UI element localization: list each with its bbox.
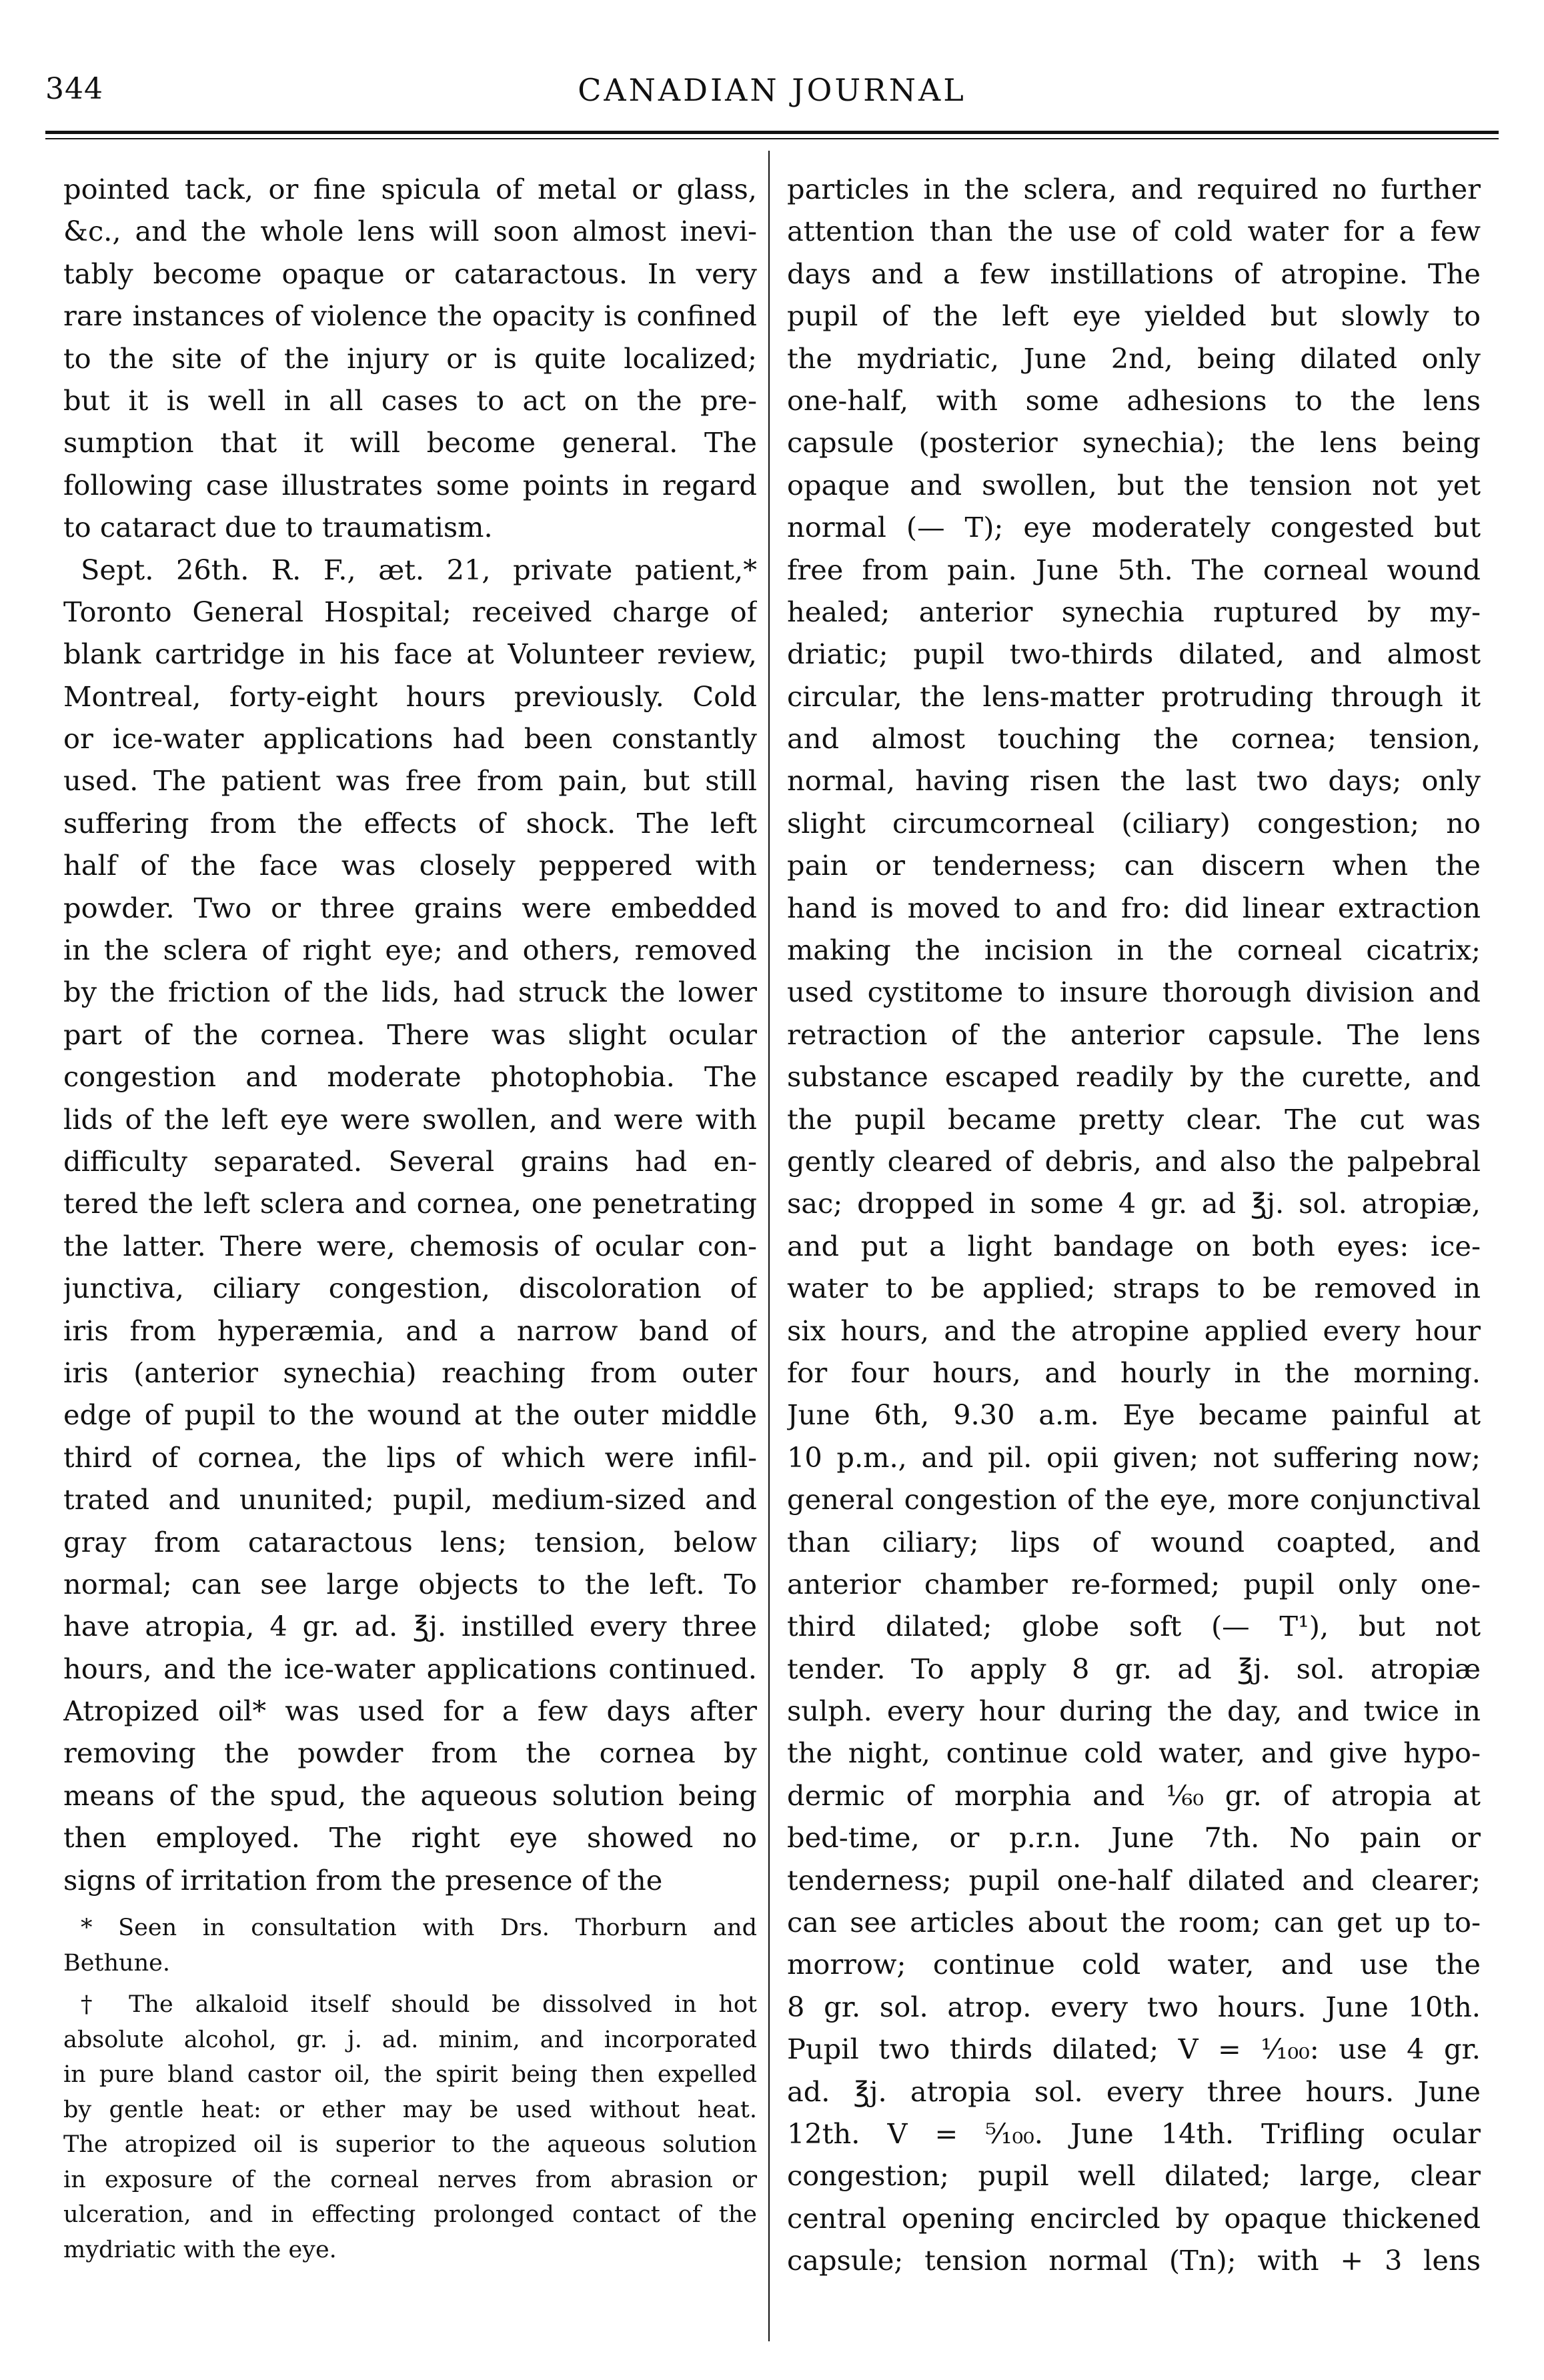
- text-line: then employed. The right eye showed no: [63, 1821, 757, 1855]
- footnote-line: Bethune.: [63, 1949, 170, 1977]
- text-line: sumption that it will become general. The: [63, 426, 757, 459]
- footnote-gap: [63, 1901, 757, 1911]
- text-line: tably become opaque or cataractous. In very: [63, 257, 757, 290]
- text-line: free from pain. June 5th. The corneal wound: [787, 553, 1481, 586]
- text-line: anterior chamber re-formed; pupil only one-: [787, 1567, 1481, 1600]
- text-line: Atropized oil* was used for a few days after: [63, 1694, 757, 1728]
- text-line: Sept. 26th. R. F., æt. 21, private patient,*: [81, 553, 757, 586]
- text-line: attention than the use of cold water for a few: [787, 215, 1481, 248]
- page-number: 344: [45, 72, 103, 106]
- text-line: days and a few instillations of atropine. The: [787, 257, 1481, 290]
- text-line: capsule; tension normal (Tn); with + 3 lens: [787, 2244, 1481, 2277]
- text-line: have atropia, 4 gr. ad. ℥j. instilled every three: [63, 1610, 757, 1643]
- footnote-line: by gentle heat: or ether may be used without heat.: [63, 2096, 757, 2123]
- text-line: removing the powder from the cornea by: [63, 1736, 757, 1770]
- text-line: pain or tenderness; can discern when the: [787, 849, 1481, 882]
- text-line: but it is well in all cases to act on the pre-: [63, 383, 757, 417]
- text-line: the latter. There were, chemosis of ocular con-: [63, 1229, 757, 1262]
- text-line: to cataract due to traumatism.: [63, 511, 493, 544]
- footnote-line: † The alkaloid itself should be dissolved in hot: [81, 1991, 757, 2019]
- right-column: [787, 168, 1481, 2282]
- text-line: retraction of the anterior capsule. The lens: [787, 1018, 1481, 1051]
- text-line: normal; can see large objects to the left. To: [63, 1567, 757, 1600]
- text-line: junctiva, ciliary congestion, discoloration of: [63, 1272, 757, 1305]
- header-rule-thin: [45, 138, 1499, 139]
- text-line: blank cartridge in his face at Volunteer review,: [63, 638, 757, 671]
- text-line: sulph. every hour during the day, and twice in: [787, 1694, 1481, 1728]
- text-line: bed-time, or p.r.n. June 7th. No pain or: [787, 1821, 1481, 1855]
- text-line: the night, continue cold water, and give hypo-: [787, 1736, 1481, 1770]
- text-line: Toronto General Hospital; received charge of: [63, 595, 757, 628]
- text-line: used cystitome to insure thorough division and: [787, 976, 1481, 1009]
- text-line: normal, having risen the last two days; only: [787, 764, 1481, 798]
- text-line: driatic; pupil two-thirds dilated, and almost: [787, 638, 1481, 671]
- text-line: congestion; pupil well dilated; large, clear: [787, 2159, 1481, 2193]
- text-line: June 6th, 9.30 a.m. Eye became painful at: [787, 1398, 1481, 1432]
- text-line: the mydriatic, June 2nd, being dilated only: [787, 341, 1481, 375]
- text-line: slight circumcorneal (ciliary) congestion; no: [787, 806, 1481, 840]
- text-line: water to be applied; straps to be removed in: [787, 1272, 1481, 1305]
- text-line: gently cleared of debris, and also the palpebral: [787, 1144, 1481, 1178]
- text-line: or ice-water applications had been constantly: [63, 722, 757, 756]
- text-line: circular, the lens-matter protruding through it: [787, 680, 1481, 713]
- text-line: the pupil became pretty clear. The cut was: [787, 1102, 1481, 1136]
- text-line: and almost touching the cornea; tension,: [787, 722, 1481, 756]
- text-line: iris from hyperæmia, and a narrow band of: [63, 1314, 757, 1347]
- text-line: morrow; continue cold water, and use the: [787, 1948, 1481, 1981]
- text-line: tenderness; pupil one-half dilated and clearer;: [787, 1863, 1481, 1897]
- text-line: 8 gr. sol. atrop. every two hours. June 10th.: [787, 1990, 1481, 2023]
- footnote-line: mydriatic with the eye.: [63, 2236, 337, 2263]
- text-line: &c., and the whole lens will soon almost inevi-: [63, 215, 757, 248]
- text-line: central opening encircled by opaque thickened: [787, 2201, 1481, 2235]
- left-column: [63, 168, 757, 2267]
- footnote-line: * Seen in consultation with Drs. Thorburn and: [81, 1915, 757, 1942]
- text-line: third of cornea, the lips of which were infil-: [63, 1440, 757, 1474]
- text-line: Montreal, forty-eight hours previously. Cold: [63, 680, 757, 713]
- text-line: means of the spud, the aqueous solution being: [63, 1778, 757, 1812]
- text-line: and put a light bandage on both eyes: ice-: [787, 1229, 1481, 1262]
- text-line: part of the cornea. There was slight ocular: [63, 1018, 757, 1051]
- running-title: CANADIAN JOURNAL: [578, 72, 966, 108]
- text-line: than ciliary; lips of wound coapted, and: [787, 1525, 1481, 1558]
- text-line: powder. Two or three grains were embedded: [63, 891, 757, 924]
- text-line: to the site of the injury or is quite localized;: [63, 341, 757, 375]
- footnote-line: ulceration, and in effecting prolonged contact of the: [63, 2201, 757, 2229]
- footnote-line: in exposure of the corneal nerves from abrasion or: [63, 2166, 757, 2193]
- text-line: pointed tack, or fine spicula of metal or glass,: [63, 173, 757, 205]
- text-line: iris (anterior synechia) reaching from outer: [63, 1356, 757, 1389]
- text-line: half of the face was closely peppered with: [63, 849, 757, 882]
- text-line: six hours, and the atropine applied every hour: [787, 1314, 1481, 1347]
- text-line: general congestion of the eye, more conjunctival: [787, 1483, 1481, 1516]
- text-line: dermic of morphia and ¹⁄₆₀ gr. of atropia at: [787, 1778, 1481, 1812]
- text-line: for four hours, and hourly in the morning.: [787, 1356, 1481, 1389]
- text-line: suffering from the effects of shock. The left: [63, 806, 757, 840]
- text-line: third dilated; globe soft (— T¹), but not: [787, 1610, 1481, 1643]
- text-line: opaque and swollen, but the tension not yet: [787, 468, 1481, 501]
- text-line: edge of pupil to the wound at the outer middle: [63, 1398, 757, 1432]
- text-line: rare instances of violence the opacity is confined: [63, 299, 757, 333]
- text-line: 10 p.m., and pil. opii given; not suffering now;: [787, 1440, 1481, 1474]
- text-line: ad. ℥j. atropia sol. every three hours. June: [787, 2075, 1481, 2108]
- text-line: by the friction of the lids, had struck the lower: [63, 976, 757, 1009]
- text-line: signs of irritation from the presence of the: [63, 1863, 663, 1897]
- text-line: difficulty separated. Several grains had en-: [63, 1144, 757, 1178]
- text-line: Pupil two thirds dilated; V = ¹⁄₁₀₀: use 4 gr.: [787, 2033, 1481, 2066]
- text-line: can see articles about the room; can get up to-: [787, 1906, 1481, 1939]
- footnote-line: in pure bland castor oil, the spirit being then expelled: [63, 2061, 757, 2089]
- footnote-line: The atropized oil is superior to the aqueous solution: [63, 2131, 757, 2159]
- text-line: making the incision in the corneal cicatrix;: [787, 934, 1481, 967]
- text-line: lids of the left eye were swollen, and were with: [63, 1102, 757, 1136]
- header-rule: [45, 131, 1499, 134]
- text-line: used. The patient was free from pain, but still: [63, 764, 757, 798]
- text-line: following case illustrates some points in regard: [63, 468, 757, 501]
- footnote-line: absolute alcohol, gr. j. ad. minim, and incorporated: [63, 2026, 757, 2053]
- text-line: congestion and moderate photophobia. The: [63, 1060, 757, 1094]
- text-line: trated and ununited; pupil, medium-sized and: [63, 1483, 757, 1516]
- text-line: capsule (posterior synechia); the lens being: [787, 426, 1481, 459]
- text-line: hours, and the ice-water applications continued.: [63, 1652, 757, 1685]
- column-divider: [768, 151, 770, 2341]
- page-header: [45, 72, 1499, 119]
- text-line: tender. To apply 8 gr. ad ℥j. sol. atropiæ: [787, 1652, 1481, 1685]
- text-line: substance escaped readily by the curette, and: [787, 1060, 1481, 1094]
- text-line: gray from cataractous lens; tension, below: [63, 1525, 757, 1558]
- text-line: 12th. V = ⁵⁄₁₀₀. June 14th. Trifling ocular: [787, 2117, 1481, 2150]
- text-line: tered the left sclera and cornea, one penetrating: [63, 1187, 757, 1220]
- text-line: normal (— T); eye moderately congested but: [787, 511, 1481, 544]
- text-line: hand is moved to and fro: did linear extraction: [787, 891, 1481, 924]
- text-line: particles in the sclera, and required no further: [787, 173, 1481, 205]
- footnote-spacer: [63, 1981, 757, 1987]
- text-line: in the sclera of right eye; and others, removed: [63, 934, 757, 967]
- text-line: pupil of the left eye yielded but slowly to: [787, 299, 1481, 333]
- text-line: healed; anterior synechia ruptured by my-: [787, 595, 1481, 628]
- text-line: one-half, with some adhesions to the lens: [787, 383, 1481, 417]
- text-line: sac; dropped in some 4 gr. ad ℥j. sol. atropiæ,: [787, 1187, 1481, 1220]
